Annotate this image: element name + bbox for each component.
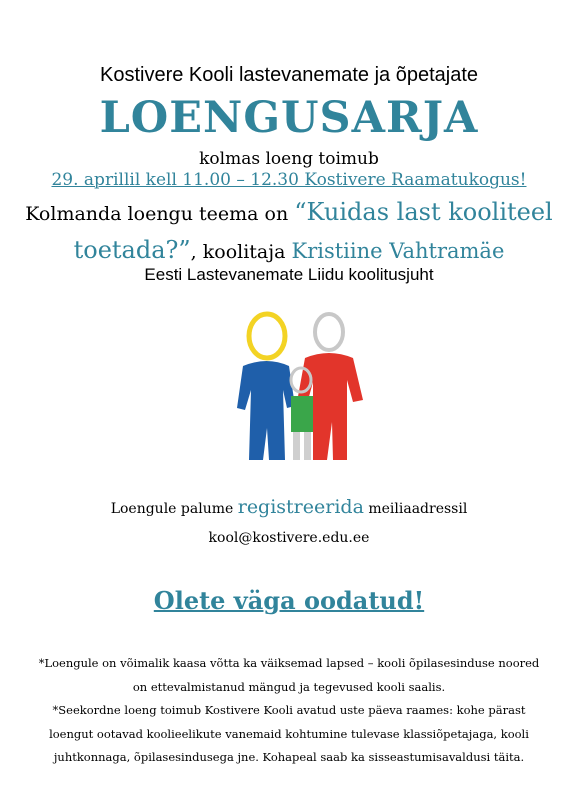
- note-line: juhtkonnaga, õpilasesindusega jne. Kohapeal saab ka sisseastumisavaldusi täita.: [53, 750, 525, 764]
- note-line: loengut ootavad koolieelikute vanemaid kohtumine tulevase klassiõpetajaga, kooli: [49, 726, 529, 741]
- intro-line: kolmas loeng toimub: [199, 149, 379, 169]
- note-line: *Loengule on võimalik kaasa võtta ka väiksemad lapsed – kooli õpilasesinduse noored: [38, 656, 540, 670]
- topic-middle: , koolitaja: [190, 241, 292, 263]
- page-title: LOENGUSARJA: [99, 93, 479, 143]
- header-line: Kostivere Kooli lastevanemate ja õpetajate: [99, 64, 478, 86]
- email-link[interactable]: kool@kostivere.edu.ee: [208, 530, 370, 546]
- note-line: on ettevalmistanud mängud ja tegevused kooli saalis.: [132, 679, 446, 694]
- welcome-line: Olete väga oodatud!: [153, 586, 425, 615]
- registration-line: [0, 496, 578, 518]
- notes-block: [20, 652, 558, 770]
- registration-prefix: Loengule palume: [110, 501, 238, 517]
- date-line: 29. aprillil kell 11.00 – 12.30 Kostivere Raamatukogus!: [51, 170, 527, 190]
- family-icon: [229, 310, 369, 460]
- topic-prefix: Kolmanda loengu teema on: [25, 203, 295, 225]
- topic-block: [0, 194, 578, 270]
- topic-title-part2: toetada?”: [73, 236, 191, 264]
- topic-title-part1: “Kuidas last kooliteel: [294, 198, 553, 226]
- speaker-role: Eesti Lastevanemate Liidu koolitusjuht: [144, 265, 434, 284]
- note-line: *Seekordne loeng toimub Kostivere Kooli avatud uste päeva raames: kohe pärast: [52, 703, 526, 717]
- registration-verb: registreerida: [237, 496, 364, 518]
- registration-suffix: meiliaadressil: [363, 501, 468, 517]
- speaker-name: Kristiine Vahtramäe: [291, 239, 505, 263]
